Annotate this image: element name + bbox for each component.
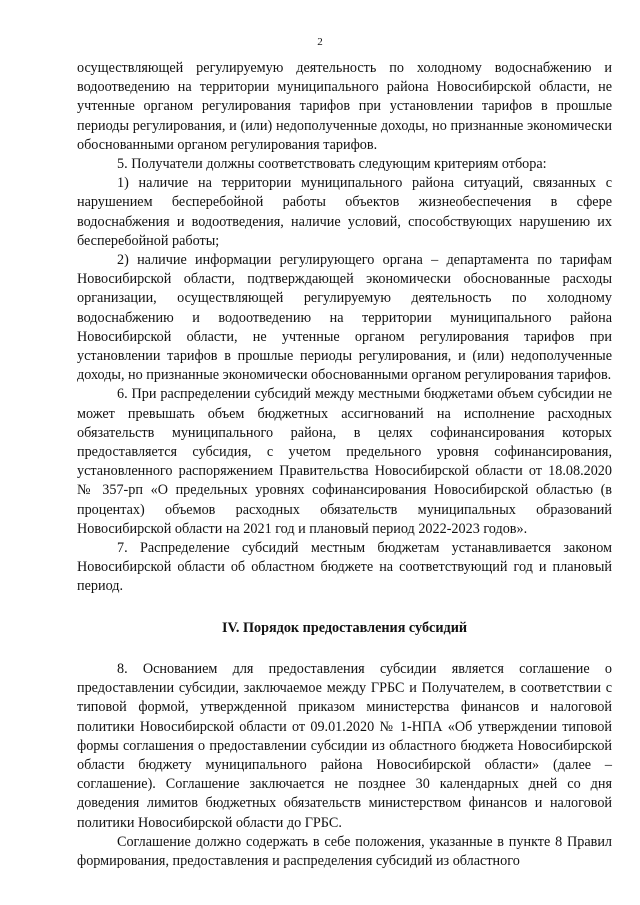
document-body [77, 59, 612, 871]
paragraph-agreement-provisions: Соглашение должно содержать в себе положения, указанные в пункте 8 Правил формирования, предоставления и распределения субсидий из областного [77, 833, 612, 869]
paragraph-item-8: 8. Основанием для предоставления субсидии является соглашение о предоставлении субсидии, заключаемое между ГРБС и Получателем, в соответствии с типовой формой, утвержденной приказом министерства финансов и налоговой политики Новосибирской области от 09.01.2020 № 1-НПА «Об утверждении типовой формы соглашения о предоставлении субсидии из областного бюджета Новосибирской области бюджету муниципального района Новосибирской области» (далее – соглашение). Соглашение заключается не позднее 30 календарных дней со дня доведения лимитов бюджетных обязательств министерством финансов и налоговой политики Новосибирской области до ГРБС. [77, 660, 612, 831]
paragraph-item-6: 6. При распределении субсидий между местными бюджетами объем субсидии не может превышать объем бюджетных ассигнований на исполнение расходных обязательств муниципального района, в целях софинансирования которых предоставляется субсидия, с учетом предельного уровня софинансирования, установленного распоряжением Правительства Новосибирской области от 18.08.2020 № 357-рп «О предельных уровнях софинансирования Новосибирской областью (в процентах) объемов расходных обязательств муниципальных образований Новосибирской области на 2021 год и плановый период 2022-2023 годов». [77, 386, 612, 537]
paragraph-criterion-2: 2) наличие информации регулирующего органа – департамента по тарифам Новосибирской области, подтверждающей экономически обоснованные расходы организации, осуществляющей регулируемую деятельность по холодному водоснабжению и водоотведению на территории муниципального района Новосибирской области, не учтенные органом регулирования тарифов при установлении тарифов в прошлые периоды регулирования, и (или) недополученные доходы, но признанные экономически обоснованными органом регулирования тарифов. [77, 252, 612, 384]
section-heading: IV. Порядок предоставления субсидий [221, 619, 468, 636]
paragraph-item-5: 5. Получатели должны соответствовать следующим критериям отбора: [117, 156, 547, 173]
paragraph-continuation: осуществляющей регулируемую деятельность по холодному водоснабжению и водоотведению на территории муниципального района Новосибирской области, не учтенные органом регулирования тарифов при установлении тарифов в прошлые периоды регулирования, и (или) недополученные доходы, но признанные экономически обоснованными органом регулирования тарифов. [77, 60, 612, 153]
paragraph-criterion-1: 1) наличие на территории муниципального района ситуаций, связанных с нарушением бесперебойной работы объектов жизнеобеспечения в сфере водоснабжения и водоотведения, наличие условий, способствующих нарушению их бесперебойной работы; [77, 175, 612, 249]
paragraph-item-7: 7. Распределение субсидий местным бюджетам устанавливается законом Новосибирской области об областном бюджете на соответствующий год и плановый период. [77, 540, 612, 595]
page-number: 2 [317, 36, 323, 48]
